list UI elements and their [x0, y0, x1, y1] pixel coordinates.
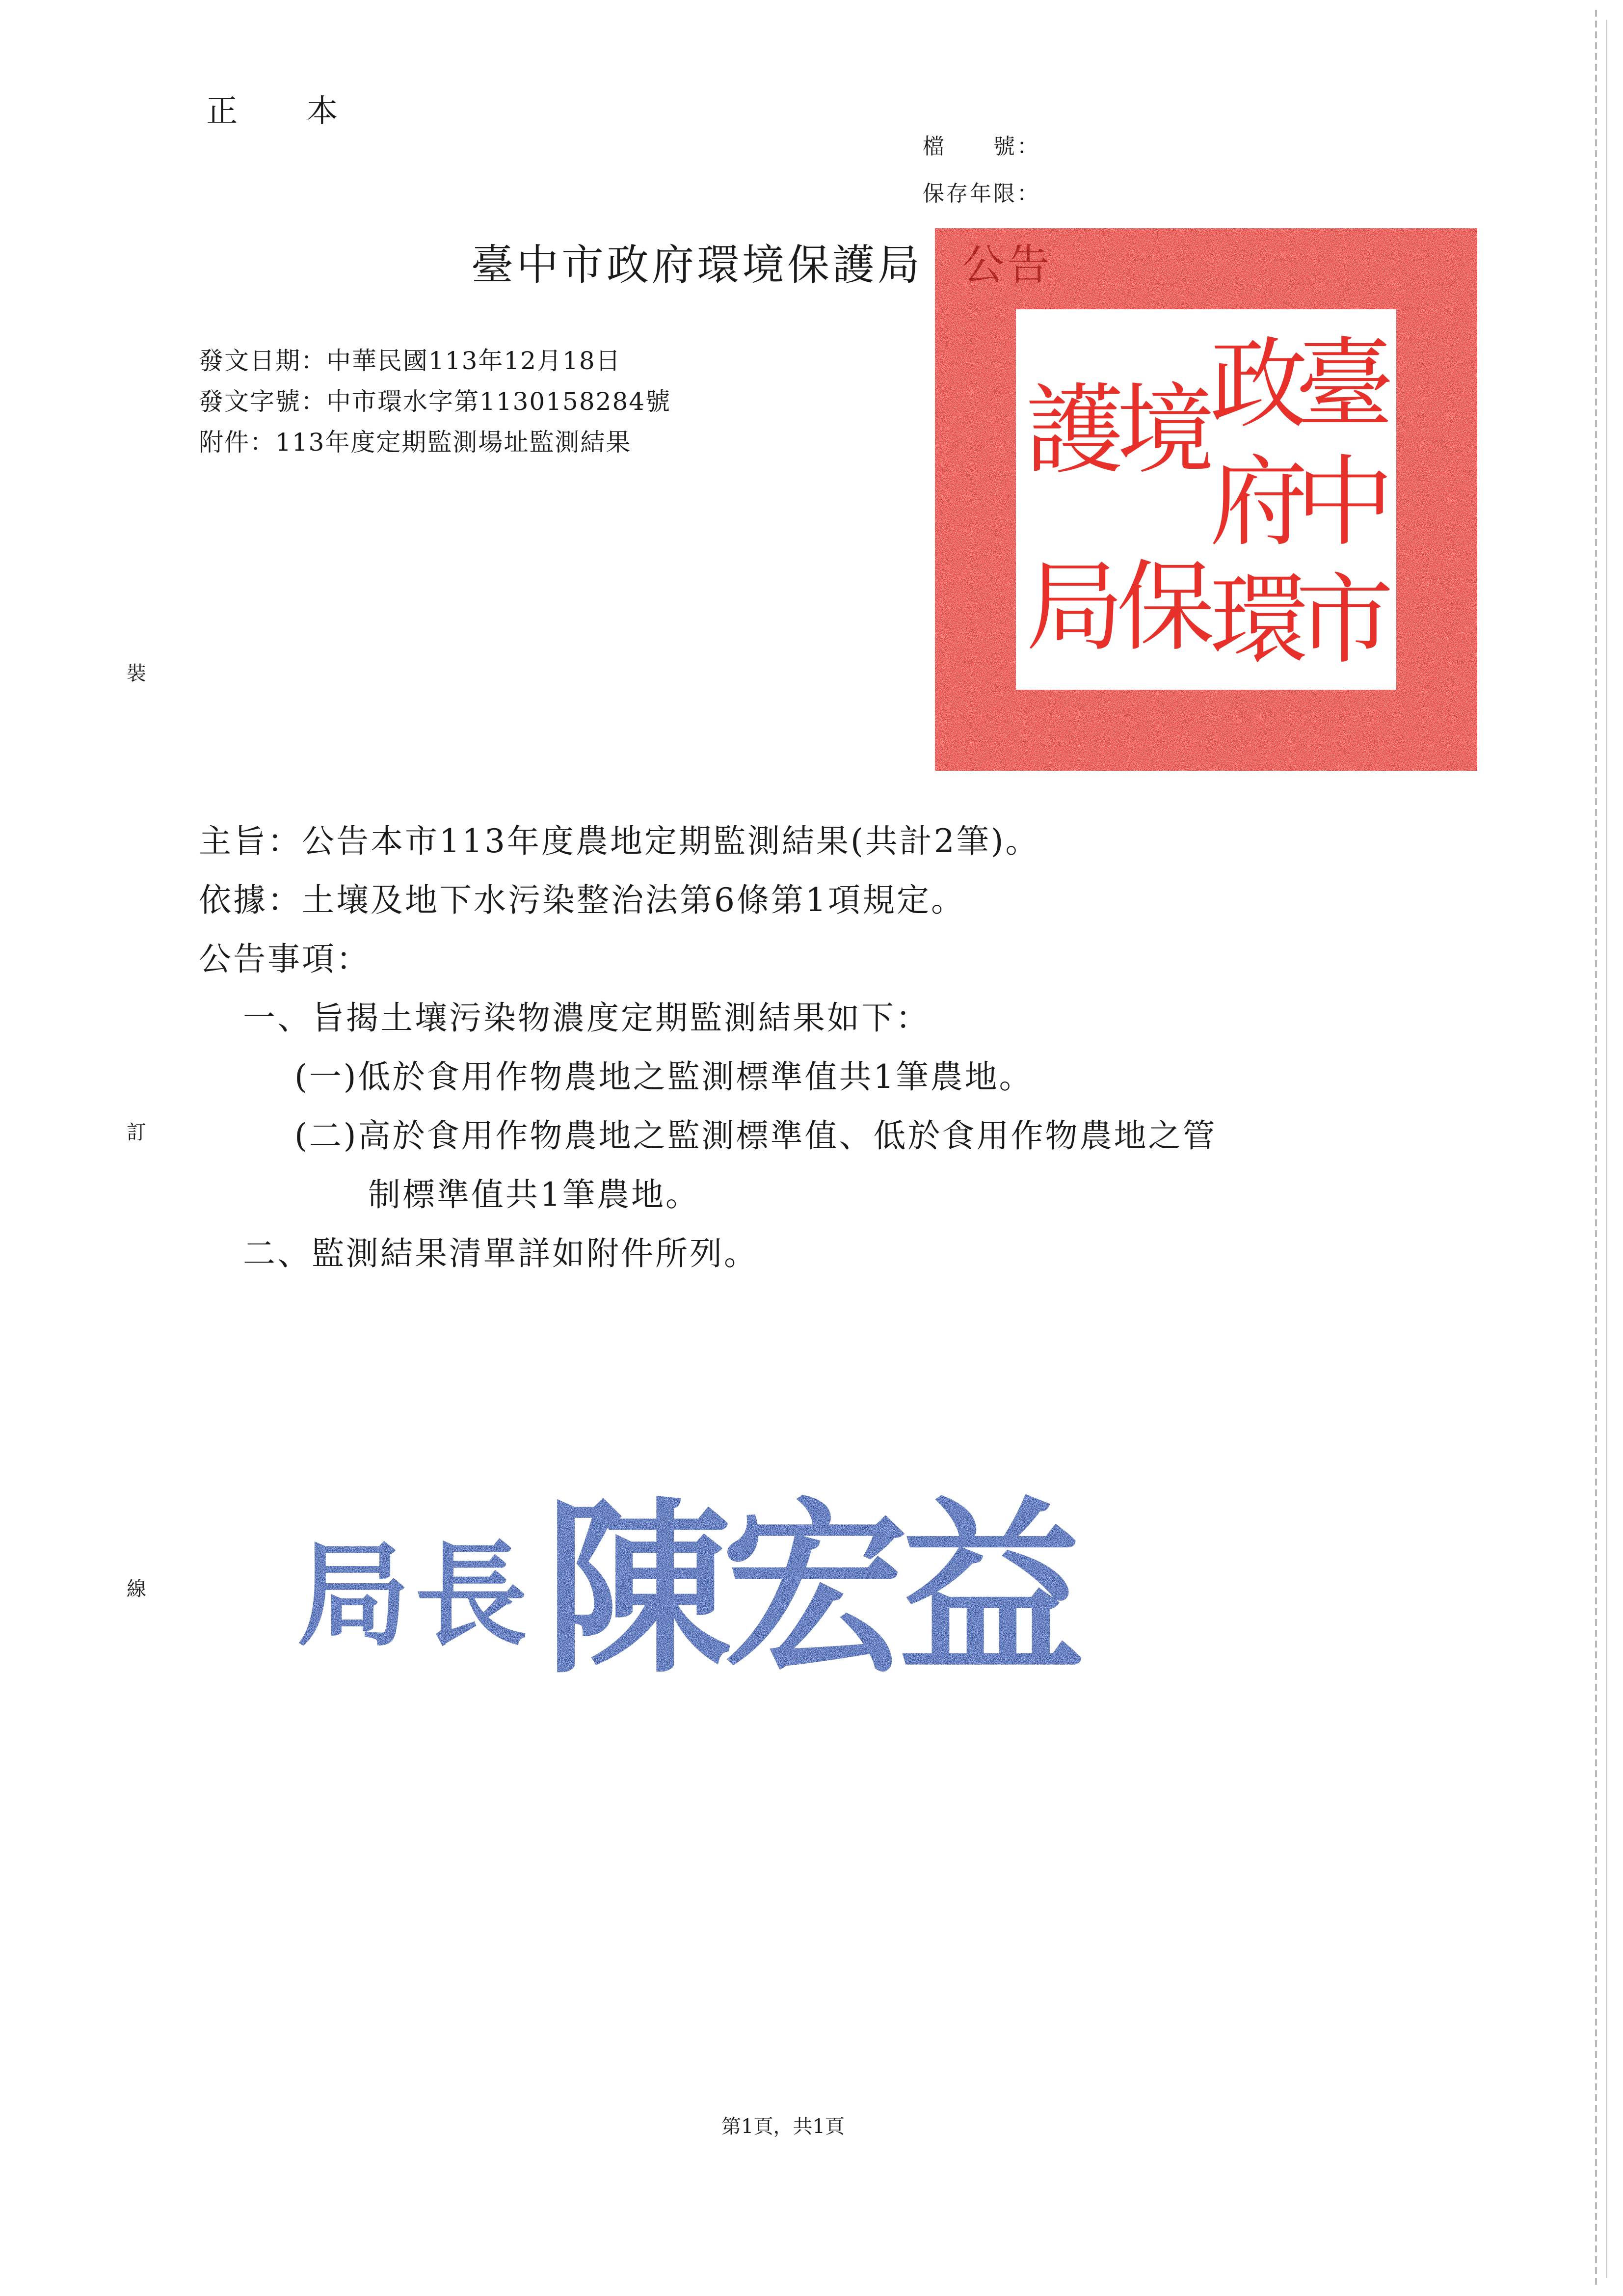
item-1-sub-2-line-2: 制標準值共1筆農地。	[368, 1176, 700, 1214]
seal-char: 局	[1025, 550, 1124, 665]
binding-mark-ding: 訂	[127, 1121, 146, 1144]
signature-char: 益	[898, 1487, 1085, 1694]
signature-char: 局	[296, 1529, 410, 1662]
basis-line: 依據：土壤及地下水污染整治法第6條第1項規定。	[199, 881, 965, 919]
item-1-sub-1: (一)低於食用作物農地之監測標準值共1筆農地。	[294, 1058, 1034, 1096]
seal-char: 市	[1295, 563, 1394, 678]
items-heading: 公告事項：	[199, 940, 371, 978]
seal-char: 環	[1209, 563, 1308, 678]
page-footer: 第1頁，共1頁	[721, 2115, 845, 2138]
seal-border	[935, 228, 1477, 771]
seal-char: 府	[1209, 445, 1308, 560]
director-signature	[294, 1487, 1129, 1694]
scan-edge-line	[1595, 10, 1597, 2288]
seal-char: 境	[1116, 373, 1215, 488]
seal-char: 臺	[1295, 327, 1394, 442]
seal-char: 政	[1209, 327, 1308, 442]
retention-label: 保存年限：	[923, 181, 1040, 206]
file-number-label: 檔 號：	[923, 134, 1040, 159]
scan-edge-line-inner	[1606, 20, 1607, 2278]
agency-name: 臺中市政府環境保護局	[471, 241, 923, 290]
signature-char: 長	[414, 1529, 528, 1662]
attachment-line: 附件：113年度定期監測場址監測結果	[199, 428, 632, 457]
issue-date: 發文日期：中華民國113年12月18日	[199, 347, 621, 375]
seal-char: 中	[1295, 445, 1394, 560]
binding-mark-zhuang: 裝	[127, 662, 146, 685]
binding-mark-xian: 線	[127, 1578, 146, 1600]
signature-char: 陳	[545, 1487, 731, 1694]
copy-mark: 正 本	[206, 93, 368, 130]
document-number: 發文字號：中市環水字第1130158284號	[199, 387, 671, 416]
subject-line: 主旨：公告本市113年度農地定期監測結果(共計2筆)。	[199, 822, 1040, 860]
item-1-sub-2-line-1: (二)高於食用作物農地之監測標準值、低於食用作物農地之管	[294, 1117, 1217, 1155]
seal-char: 保	[1116, 550, 1215, 665]
signature-char: 宏	[721, 1487, 908, 1694]
seal-char: 護	[1025, 373, 1124, 488]
official-seal	[935, 228, 1477, 771]
item-1: 一、旨揭土壤污染物濃度定期監測結果如下：	[243, 999, 930, 1037]
item-2: 二、監測結果清單詳如附件所列。	[243, 1235, 758, 1272]
